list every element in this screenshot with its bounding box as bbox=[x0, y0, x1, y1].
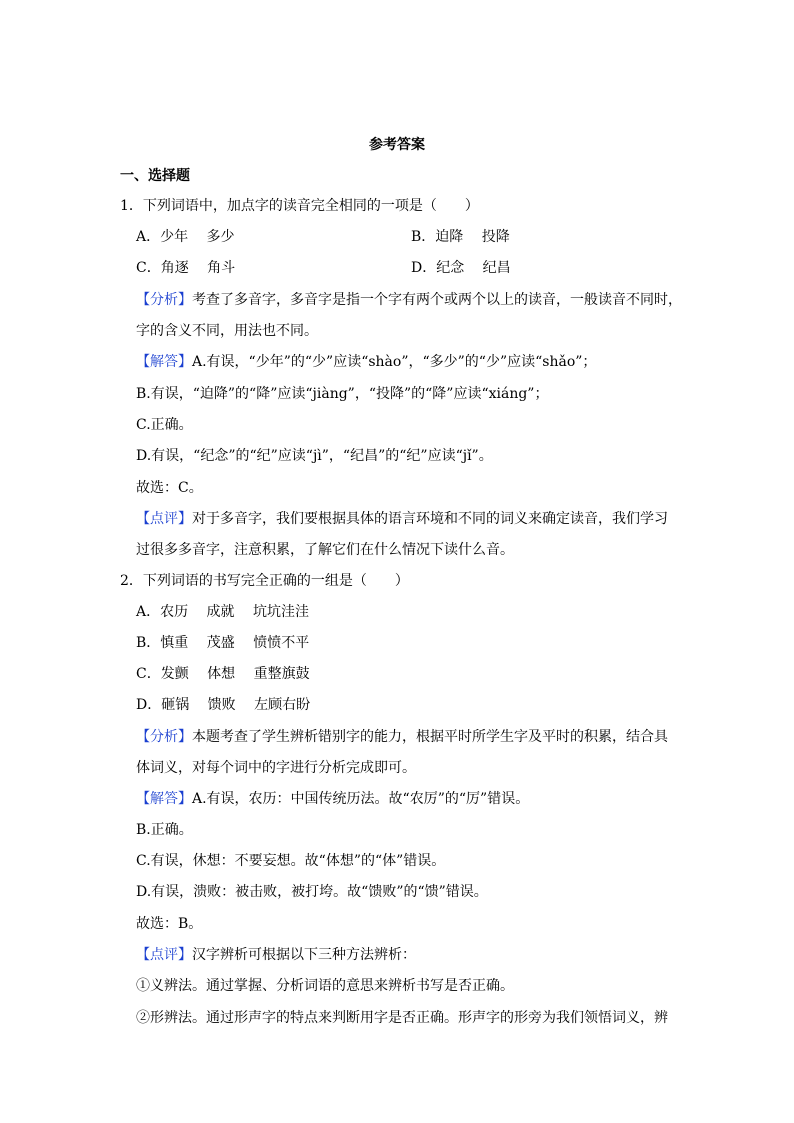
question-2-answer-d: D.有误，溃败：被击败，被打垮。故“馈败”的“馈”错误。 bbox=[136, 884, 488, 900]
question-2-answer bbox=[136, 789, 529, 809]
comment-text: 汉字辨析可根据以下三种方法辨析： bbox=[192, 947, 416, 963]
analysis-text: 本题考查了学生辨析错别字的能力，根据平时所学生字及平时的积累，结合具 bbox=[192, 729, 668, 745]
question-1-option-c: C．角逐 角斗 bbox=[136, 260, 236, 276]
question-2-option-c: C．发颤 体想 重整旗鼓 bbox=[136, 666, 310, 682]
question-1-choice: 故选：C。 bbox=[136, 480, 203, 496]
answer-tag: 【解答】 bbox=[136, 354, 192, 370]
analysis-tag: 【分析】 bbox=[136, 292, 192, 308]
answer-a-text: A.有误，农历：中国传统历法。故“农厉”的“厉”错误。 bbox=[192, 791, 530, 807]
comment-tag: 【点评】 bbox=[136, 511, 192, 527]
section-heading: 一、选择题 bbox=[120, 168, 190, 184]
question-2-method-2: ②形辨法。通过形声字的特点来判断用字是否正确。形声字的形旁为我们领悟词义，辨 bbox=[136, 1010, 668, 1026]
question-1-comment bbox=[136, 509, 668, 529]
question-1-option-a: A．少年 多少 bbox=[136, 229, 235, 245]
question-1-answer-d: D.有误，“纪念”的“纪”应读“jì”，“纪昌”的“纪”应读“jǐ”。 bbox=[136, 448, 493, 464]
question-1-answer-b: B.有误，“迫降”的“降”应读“jiàng”，“投降”的“降”应读“xiáng”； bbox=[136, 386, 549, 402]
answer-tag: 【解答】 bbox=[136, 791, 192, 807]
question-2-comment bbox=[136, 945, 416, 965]
question-1-answer-c: C.正确。 bbox=[136, 417, 193, 433]
question-1-answer bbox=[136, 352, 596, 372]
analysis-text: 考查了多音字，多音字是指一个字有两个或两个以上的读音，一般读音不同时， bbox=[192, 292, 682, 308]
question-2-option-d: D．砸锅 馈败 左顾右盼 bbox=[136, 697, 311, 713]
question-1-stem: 1．下列词语中，加点字的读音完全相同的一项是（ ） bbox=[120, 198, 479, 214]
question-2-choice: 故选：B。 bbox=[136, 916, 203, 932]
question-1-analysis bbox=[136, 290, 682, 310]
comment-text: 对于多音字，我们要根据具体的语言环境和不同的词义来确定读音，我们学习 bbox=[192, 511, 668, 527]
question-2-option-b: B．慎重 茂盛 愤愤不平 bbox=[136, 635, 310, 651]
answer-a-text: A.有误，“少年”的“少”应读“shào”，“多少”的“少”应读“shǎo”； bbox=[192, 354, 597, 370]
question-2-option-a: A．农历 成就 坑坑洼洼 bbox=[136, 604, 310, 620]
question-1-option-b: B．迫降 投降 bbox=[411, 229, 510, 245]
question-1-comment-cont: 过很多多音字，注意积累，了解它们在什么情况下读什么音。 bbox=[136, 542, 514, 558]
question-1-analysis-cont: 字的含义不同，用法也不同。 bbox=[136, 323, 318, 339]
question-2-method-1: ①义辨法。通过掌握、分析词语的意思来辨析书写是否正确。 bbox=[136, 978, 514, 994]
question-2-answer-c: C.有误，休想：不要妄想。故“体想”的“体”错误。 bbox=[136, 853, 446, 869]
question-2-analysis-cont: 体词义，对每个词中的字进行分析完成即可。 bbox=[136, 760, 416, 776]
question-2-analysis bbox=[136, 727, 668, 747]
question-1-option-d: D．纪念 纪昌 bbox=[411, 260, 511, 276]
question-2-stem: 2．下列词语的书写完全正确的一组是（ ） bbox=[120, 573, 409, 589]
comment-tag: 【点评】 bbox=[136, 947, 192, 963]
question-2-answer-b: B.正确。 bbox=[136, 822, 193, 838]
analysis-tag: 【分析】 bbox=[136, 729, 192, 745]
page-title: 参考答案 bbox=[369, 137, 425, 153]
